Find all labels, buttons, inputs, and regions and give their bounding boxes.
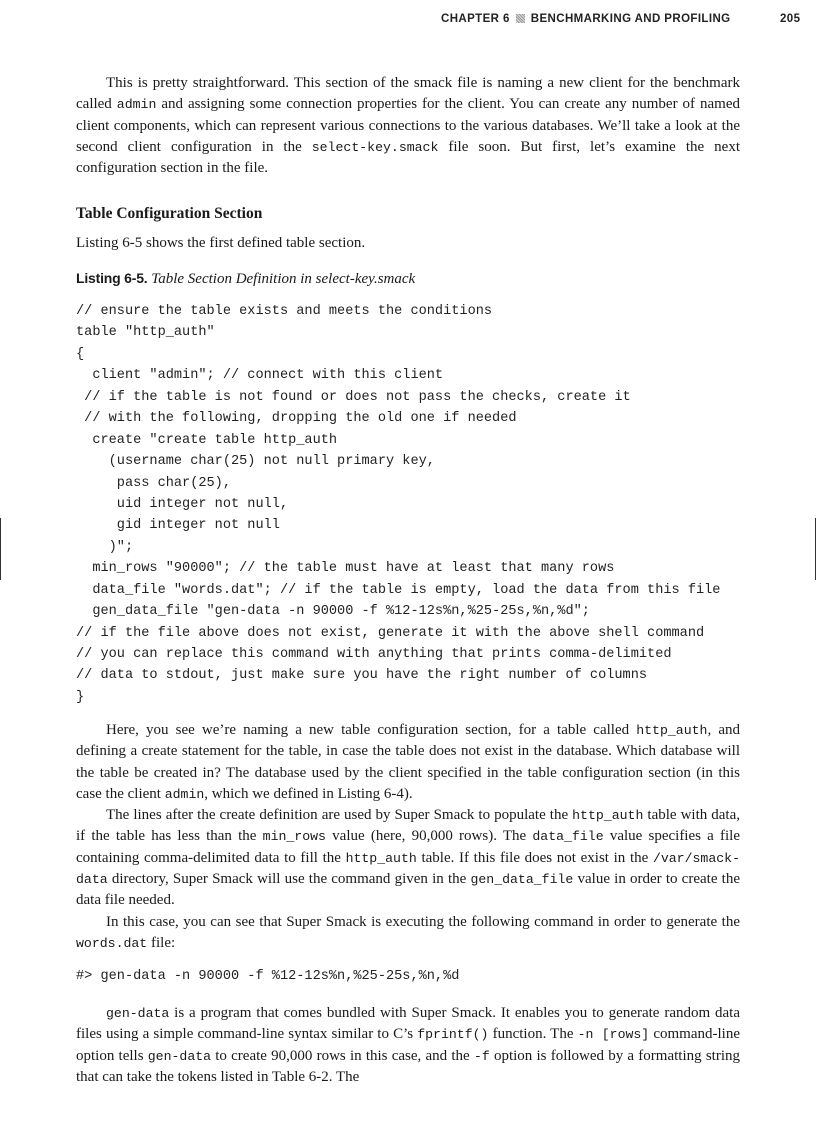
inline-code: words.dat — [76, 936, 148, 952]
inline-code: http_auth — [572, 808, 644, 823]
listing-caption — [76, 270, 415, 288]
text-run: table. If this file does not exist in the — [416, 849, 653, 866]
running-header — [0, 13, 816, 29]
code-line: client "admin"; // connect with this client — [76, 368, 444, 384]
code-listing — [76, 301, 720, 708]
inline-code: gen-data — [147, 1048, 212, 1064]
text-run: function. The — [488, 1026, 578, 1043]
text-run: , and defining a create statement for the table, in case the table does not exist in the database. Which database will the table be created in? The database used by the client specified in the table configuration section (in this case the client — [76, 722, 740, 802]
command-line: #> gen-data -n 90000 -f %12-12s%n,%25-25s,%n,%d — [76, 969, 460, 984]
code-line: // if the file above does not exist, generate it with the above shell command — [76, 625, 705, 641]
inline-code: /var/smack-data — [76, 850, 740, 887]
section-heading: Table Configuration Section — [76, 205, 263, 222]
inline-code: http_auth — [636, 723, 708, 738]
code-line: { — [76, 346, 85, 362]
code-line: gid integer not null — [76, 518, 280, 534]
paragraph-gen-data — [76, 1003, 740, 1088]
text-run: to create 90,000 rows in this case, and the — [211, 1047, 474, 1064]
text-run: value (here, 90,000 rows). The — [325, 828, 533, 845]
text-run: file: — [147, 935, 176, 952]
inline-code: fprintf() — [417, 1027, 489, 1043]
chapter-label: CHAPTER 6 — [441, 13, 510, 25]
code-line: uid integer not null, — [76, 496, 289, 512]
text-run: , which we defined in Listing 6-4). — [204, 785, 413, 802]
code-line: pass char(25), — [76, 475, 231, 491]
listing-label: Listing 6-5. — [76, 270, 148, 286]
text-run: option is followed by a formatting string that can take the tokens listed in Table 6-2. The — [76, 1047, 740, 1085]
paragraph-intro — [76, 73, 740, 179]
inline-code: select-key.smack — [311, 139, 439, 155]
running-title — [441, 13, 731, 25]
code-line: create "create table http_auth — [76, 432, 338, 448]
margin-rule — [0, 518, 1, 580]
code-line: gen_data_file "gen-data -n 90000 -f %12-12s%n,%25-25s,%n,%d"; — [76, 604, 590, 620]
inline-code: data_file — [532, 829, 604, 845]
code-line: data_file "words.dat"; // if the table is empty, load the data from this file — [76, 582, 721, 598]
text-run: file soon. But first, let’s examine the next configuration section in the file. — [76, 138, 740, 177]
code-line: // ensure the table exists and meets the conditions — [76, 304, 493, 319]
inline-code: gen_data_file — [470, 871, 574, 887]
text-run: value in order to create the data file needed. — [76, 870, 740, 909]
text-run: This is pretty straightforward. This section of the smack file is naming a new client for the benchmark called — [76, 75, 740, 113]
text-run: Here, you see we’re naming a new table configuration section, for a table called — [106, 722, 637, 738]
text-run: table with data, if the table has less than the — [76, 807, 740, 845]
inline-code: -n [rows] — [577, 1027, 650, 1043]
text-run: is a program that comes bundled with Super Smack. It enables you to generate random data files using a simple command-line syntax similar to C’s — [76, 1005, 740, 1043]
code-line: )"; — [76, 539, 134, 555]
inline-code: admin — [164, 786, 205, 802]
code-line: // you can replace this command with anything that prints comma-delimited — [76, 647, 672, 662]
code-line: (username char(25) not null primary key, — [76, 454, 435, 470]
inline-code: gen-data — [106, 1006, 170, 1021]
inline-code: min_rows — [262, 829, 326, 845]
text-run: value specifies a file containing comma-delimited data to fill the — [76, 828, 741, 866]
code-line: min_rows "90000"; // the table must have at least that many rows — [76, 561, 615, 577]
text-run: command-line option tells — [76, 1026, 740, 1064]
square-bullet-icon — [516, 14, 525, 23]
code-line: } — [76, 689, 85, 705]
paragraph-populate — [76, 805, 740, 911]
listing-title: Table Section Definition in select-key.smack — [151, 271, 416, 287]
inline-code: http_auth — [345, 850, 417, 866]
chapter-title: BENCHMARKING AND PROFILING — [530, 13, 731, 25]
code-line: // data to stdout, just make sure you have the right number of columns — [76, 668, 648, 684]
text-run: In this case, you can see that Super Smack is executing the following command in order to generate the — [106, 914, 740, 930]
paragraph-command-intro — [76, 912, 740, 955]
code-line: // if the table is not found or does not pass the checks, create it — [76, 389, 631, 405]
code-line: table "http_auth" — [76, 325, 215, 341]
text-run: directory, Super Smack will use the command given in the — [107, 870, 471, 887]
paragraph-listing-ref: Listing 6-5 shows the first defined table section. — [76, 235, 366, 251]
text-run: The lines after the create definition are used by Super Smack to populate the — [106, 807, 573, 823]
code-line: // with the following, dropping the old one if needed — [76, 411, 517, 427]
text-run: and assigning some connection properties for the client. You can create any number of named client components, which can represent various connections to the various databases. We’ll take a look at the second client configuration in the — [76, 96, 741, 155]
inline-code: admin — [116, 97, 157, 113]
inline-code: -f — [473, 1048, 490, 1064]
page-number: 205 — [780, 13, 801, 25]
paragraph-explanation — [76, 720, 740, 805]
